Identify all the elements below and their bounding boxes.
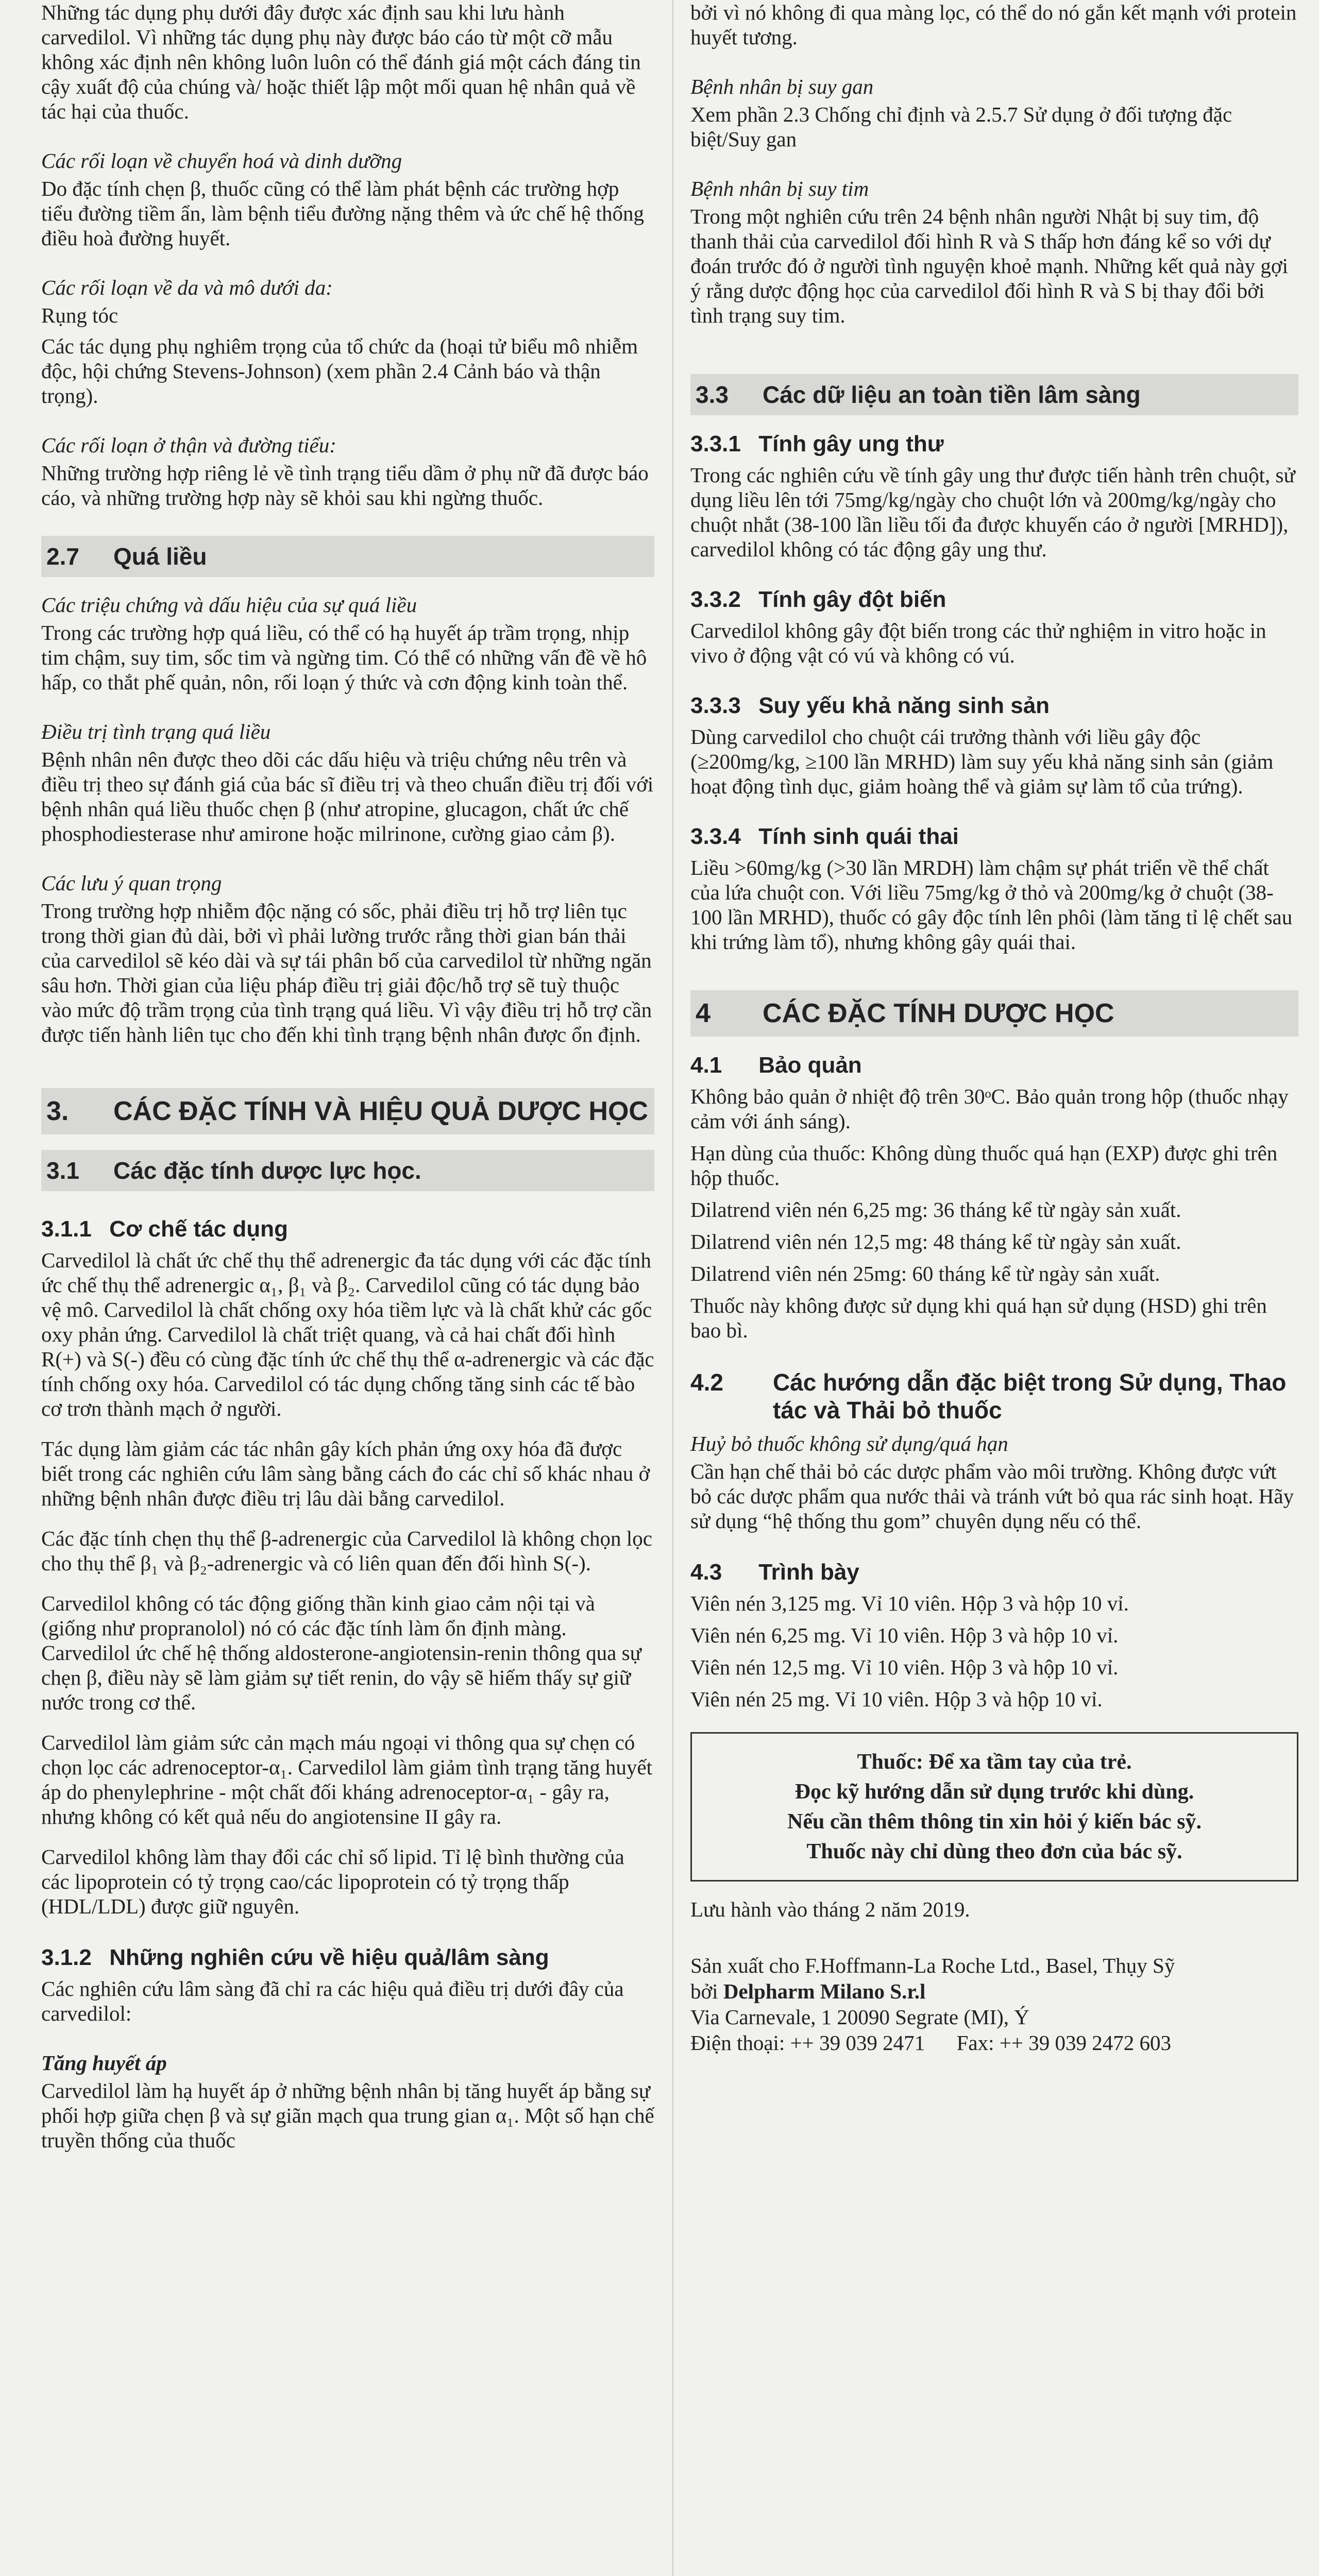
section-title: Các đặc tính dược lực học.	[113, 1157, 421, 1184]
shelf-life-25: Dilatrend viên nén 25mg: 60 tháng kể từ ngày sản xuất.	[690, 1262, 1160, 1285]
manufacturer-line-2	[690, 1978, 1298, 2004]
metabolism-heading: Các rối loạn về chuyển hoá và dinh dưỡng	[41, 149, 402, 173]
mechanism-paragraph-2: Tác dụng làm giảm các tác nhân gây kích phản ứng oxy hóa đã được biết trong các nghiên cứu lâm sàng bằng cách đo các chỉ số khác nhau ở những bệnh nhân được điều trị lâu dài bằng carvedilol.	[41, 1437, 650, 1510]
disposal-heading: Huỷ bỏ thuốc không sử dụng/quá hạn	[690, 1432, 1008, 1455]
continuation-paragraph: bởi vì nó không đi qua màng lọc, có thể do nó gắn kết mạnh với protein huyết tương.	[690, 1, 1297, 49]
warning-line-3: Nếu cần thêm thông tin xin hỏi ý kiến bác sỹ.	[787, 1810, 1202, 1834]
section-3-1-2-heading	[41, 1944, 654, 1971]
section-3-3-1-heading	[690, 431, 1298, 457]
overdose-symptoms-paragraph: Trong các trường hợp quá liều, có thể có hạ huyết áp trầm trọng, nhịp tim chậm, suy tim, sốc tim và ngừng tim. Có thể có những vấn đề về hô hấp, co thắt phế quản, nôn, rối loạn ý thức và cơn động kinh toàn thể.	[41, 621, 647, 694]
section-title: Tính sinh quái thai	[758, 824, 959, 849]
hypertension-paragraph: Carvedilol làm hạ huyết áp ở những bệnh nhân bị tăng huyết áp bằng sự phối hợp giữa chẹn β và sự giãn mạch qua trung gian α₁. Một số hạn chế truyền thống của thuốc	[41, 2079, 654, 2152]
storage-paragraph-1: Không bảo quản ở nhiệt độ trên 30ᵒC. Bảo quản trong hộp (thuốc nhạy cảm với ánh sáng).	[690, 1084, 1289, 1133]
section-2-7-heading	[41, 536, 654, 577]
section-number: 3.	[46, 1096, 69, 1126]
section-number: 3.3.1	[690, 431, 741, 456]
liver-heading: Bệnh nhân bị suy gan	[690, 75, 874, 98]
section-3-3-4-heading	[690, 823, 1298, 850]
pack-6-25: Viên nén 6,25 mg. Vỉ 10 viên. Hộp 3 và hộp 10 vỉ.	[690, 1623, 1119, 1647]
clinical-paragraph: Các nghiên cứu lâm sàng đã chỉ ra các hiệu quả điều trị dưới đây của carvedilol:	[41, 1977, 624, 2025]
skin-heading: Các rối loạn về da và mô dưới da:	[41, 276, 333, 299]
section-title: CÁC ĐẶC TÍNH DƯỢC HỌC	[763, 998, 1114, 1028]
section-title: Trình bày	[758, 1560, 859, 1585]
section-number: 4	[696, 998, 711, 1028]
left-column	[41, 0, 654, 2576]
heart-failure-paragraph: Trong một nghiên cứu trên 24 bệnh nhân người Nhật bị suy tim, độ thanh thải của carvedilol đối hình R và S thấp hơn đáng kể so với dự đoán trước đó ở người tình nguyện khoẻ mạnh. Những kết quả này gợi ý rằng dược động học của carvedilol đối hình R và S bị thay đổi bởi tình trạng suy tim.	[690, 205, 1288, 327]
section-title: Quá liều	[113, 543, 207, 570]
fertility-paragraph: Dùng carvedilol cho chuột cái trưởng thành với liều gây độc (≥200mg/kg, ≥100 lần MRHD) làm suy yếu khả năng sinh sản (giảm hoạt động tình dục, giảm hoàng thể và giảm sự làm tổ của trứng).	[690, 725, 1274, 798]
storage-paragraph-3: Thuốc này không được sử dụng khi quá hạn sử dụng (HSD) ghi trên bao bì.	[690, 1294, 1267, 1342]
kidney-heading: Các rối loạn ở thận và đường tiểu:	[41, 433, 336, 457]
heart-failure-heading: Bệnh nhân bị suy tim	[690, 177, 869, 200]
manufacturer-line-1: Sản xuất cho F.Hoffmann-La Roche Ltd., Basel, Thụy Sỹ	[690, 1954, 1175, 1977]
column-divider	[672, 0, 673, 2576]
mechanism-paragraph-3: Các đặc tính chẹn thụ thể β-adrenergic của Carvedilol là không chọn lọc cho thụ thể β₁ và β₂-adrenergic và có liên quan đến đối hình S(-).	[41, 1527, 652, 1575]
section-number: 3.1.2	[41, 1945, 92, 1970]
section-number: 3.1.1	[41, 1216, 92, 1242]
overdose-symptoms-heading: Các triệu chứng và dấu hiệu của sự quá liều	[41, 593, 417, 617]
manufacturer-address: Via Carnevale, 1 20090 Segrate (MI), Ý	[690, 2005, 1029, 2029]
warning-line-1: Thuốc: Để xa tầm tay của trẻ.	[857, 1750, 1132, 1774]
section-3-1-1-heading	[41, 1216, 654, 1243]
pack-25: Viên nén 25 mg. Vỉ 10 viên. Hộp 3 và hộp 10 vỉ.	[690, 1687, 1103, 1711]
section-title: Tính gây ung thư	[758, 431, 944, 456]
section-title: Suy yếu khả năng sinh sản	[758, 693, 1050, 718]
mechanism-paragraph-5: Carvedilol làm giảm sức cản mạch máu ngoại vi thông qua sự chẹn có chọn lọc các adrenoceptor-α₁. Carvedilol làm giảm tình trạng tăng huyết áp do phenylephrine - một chất đối kháng adrenoceptor-α₁ - gây ra, nhưng không có kết quả nếu do angiotensine II gây ra.	[41, 1731, 652, 1828]
overdose-treatment-heading: Điều trị tình trạng quá liều	[41, 720, 271, 743]
section-number: 4.2	[690, 1369, 723, 1396]
section-title: Cơ chế tác dụng	[109, 1216, 288, 1242]
section-3-heading	[41, 1088, 654, 1134]
pack-3-125: Viên nén 3,125 mg. Vỉ 10 viên. Hộp 3 và hộp 10 vỉ.	[690, 1591, 1129, 1615]
shelf-life-6-25: Dilatrend viên nén 6,25 mg: 36 tháng kể từ ngày sản xuất.	[690, 1198, 1181, 1222]
hypertension-heading: Tăng huyết áp	[41, 2051, 167, 2075]
warning-box	[690, 1732, 1298, 1882]
section-3-1-heading	[41, 1150, 654, 1191]
skin-paragraph-2: Các tác dụng phụ nghiêm trọng của tổ chức da (hoại tử biểu mô nhiễm độc, hội chứng Stevens-Johnson) (xem phần 2.4 Cảnh báo và thận trọng).	[41, 334, 638, 408]
skin-paragraph-1: Rụng tóc	[41, 303, 119, 327]
section-title: CÁC ĐẶC TÍNH VÀ HIỆU QUẢ DƯỢC HỌC	[113, 1096, 648, 1126]
section-4-2-heading	[690, 1368, 1298, 1424]
section-3-3-2-heading	[690, 586, 1298, 613]
mechanism-paragraph-6: Carvedilol không làm thay đổi các chỉ số lipid. Tỉ lệ bình thường của các lipoprotein có tỷ trọng cao/các lipoprotein có tỷ trọng thấp (HDL/LDL) được giữ nguyên.	[41, 1845, 624, 1918]
disposal-paragraph: Cần hạn chế thải bỏ các dược phẩm vào môi trường. Không được vứt bỏ các dược phẩm qua nước thải và tránh vứt bỏ qua rác sinh hoạt. Hãy sử dụng “hệ thống thu gom” chuyên dụng nếu có thể.	[690, 1460, 1294, 1533]
mechanism-paragraph-4: Carvedilol không có tác động giống thần kinh giao cảm nội tại và (giống như propranolol) nó có các đặc tính làm ổn định màng. Carvedilol ức chế hệ thống aldosterone-angiotensin-renin thông qua sự chẹn β, điều này sẽ làm giảm sự tiết renin, do vậy sẽ hiếm thấy sự giữ nước trong cơ thể.	[41, 1591, 641, 1714]
section-3-3-heading	[690, 374, 1298, 415]
metabolism-paragraph: Do đặc tính chẹn β, thuốc cũng có thể làm phát bệnh các trường hợp tiểu đường tiềm ẩn, làm bệnh tiểu đường nặng thêm và ức chế hệ thống điều hoà đường huyết.	[41, 177, 645, 250]
manufacturer-contact: Điện thoại: ++ 39 039 2471 Fax: ++ 39 039 2472 603	[690, 2031, 1171, 2055]
mutagenicity-paragraph: Carvedilol không gây đột biến trong các thử nghiệm in vitro hoặc in vivo ở động vật có vú và không có vú.	[690, 619, 1266, 667]
manufacturer-name: Delpharm Milano S.r.l	[723, 1979, 926, 2003]
section-number: 3.3.2	[690, 587, 741, 612]
section-title: Các dữ liệu an toàn tiền lâm sàng	[763, 381, 1141, 408]
storage-paragraph-2: Hạn dùng của thuốc: Không dùng thuốc quá hạn (EXP) được ghi trên hộp thuốc.	[690, 1141, 1278, 1190]
section-title: Những nghiên cứu về hiệu quả/lâm sàng	[109, 1945, 549, 1970]
shelf-life-12-5: Dilatrend viên nén 12,5 mg: 48 tháng kể từ ngày sản xuất.	[690, 1230, 1181, 1253]
section-title: Bảo quản	[758, 1053, 862, 1078]
section-4-3-heading	[690, 1559, 1298, 1586]
section-number: 4.1	[690, 1053, 722, 1078]
section-number: 3.3.4	[690, 824, 741, 849]
intro-paragraph: Những tác dụng phụ dưới đây được xác định sau khi lưu hành carvedilol. Vì những tác dụng phụ này được báo cáo từ một cỡ mẫu không xác định nên không luôn luôn có thể đánh giá một cách đáng tin cậy xuất độ của chúng và/ hoặc thiết lập một mối quan hệ nhân quả về tác hại của thuốc.	[41, 1, 641, 123]
mechanism-paragraph-1: Carvedilol là chất ức chế thụ thể adrenergic đa tác dụng với các đặc tính ức chế thụ thể adrenergic α₁, β₁ và β₂. Carvedilol cũng có tác dụng bảo vệ mô. Carvedilol là chất chống oxy hóa tiềm lực và là chất khử các gốc oxy phản ứng. Carvedilol là chất triệt quang, và cả hai chất đối hình R(+) và S(-) đều có cùng đặc tính ức chế thụ thể α-adrenergic và các đặc tính chống oxy hóa. Carvedilol có tác dụng chống tăng sinh các tế bào cơ trơn thành mạch ở người.	[41, 1248, 654, 1420]
manufacturer-block	[690, 1953, 1298, 2056]
overdose-notes-paragraph: Trong trường hợp nhiễm độc nặng có sốc, phải điều trị hỗ trợ liên tục trong thời gian đủ dài, bởi vì phải lường trước rằng thời gian bán thải của carvedilol sẽ kéo dài và sự tái phân bố của carvedilol từ những ngăn sâu hơn. Thời gian của liệu pháp điều trị giải độc/hỗ trợ sẽ tuỳ thuộc vào mức độ trầm trọng của tình trạng quá liều. Vì vậy điều trị hỗ trợ cần được tiến hành liên tục cho đến khi tình trạng bệnh nhân được ổn định.	[41, 899, 652, 1046]
section-number: 4.3	[690, 1560, 722, 1585]
section-number: 3.1	[46, 1157, 79, 1184]
kidney-paragraph: Những trường hợp riêng lẻ về tình trạng tiểu dầm ở phụ nữ đã được báo cáo, và những trường hợp này sẽ khỏi sau khi ngừng thuốc.	[41, 461, 649, 510]
section-title: Các hướng dẫn đặc biệt trong Sử dụng, Thao tác và Thải bỏ thuốc	[773, 1369, 1287, 1423]
right-column	[690, 0, 1298, 2576]
section-number: 3.3.3	[690, 693, 741, 718]
warning-line-2: Đọc kỹ hướng dẫn sử dụng trước khi dùng.	[794, 1780, 1194, 1804]
carcinogenicity-paragraph: Trong các nghiên cứu về tính gây ung thư được tiến hành trên chuột, sử dụng liều lên tới 75mg/kg/ngày cho chuột lớn và 200mg/kg/ngày cho chuột nhắt (38-100 lần liều tối đa được khuyến cáo ở người [MRHD]), carvedilol không có tác động gây ung thư.	[690, 463, 1295, 561]
section-number: 2.7	[46, 543, 79, 570]
circulation-date: Lưu hành vào tháng 2 năm 2019.	[690, 1897, 970, 1921]
section-title: Tính gây đột biến	[758, 587, 946, 612]
section-4-1-heading	[690, 1052, 1298, 1079]
section-4-heading	[690, 990, 1298, 1037]
overdose-treatment-paragraph: Bệnh nhân nên được theo dõi các dấu hiệu và triệu chứng nêu trên và điều trị theo sự đánh giá của bác sĩ điều trị và theo chuẩn điều trị đối với bệnh nhân quá liều thuốc chẹn β (như atropine, glucagon, chất ức chế phosphodiesterase như amirone hoặc milrinone, cường giao cảm β).	[41, 748, 654, 845]
warning-line-4: Thuốc này chỉ dùng theo đơn của bác sỹ.	[806, 1840, 1182, 1863]
teratogenicity-paragraph: Liều >60mg/kg (>30 lần MRDH) làm chậm sự phát triển về thể chất của lứa chuột con. Với liều 75mg/kg ở thỏ và 200mg/kg ở chuột (38-100 lần MRHD), thuốc có gây độc tính lên phôi (làm tăng tỉ lệ chết sau khi trứng làm tổ), nhưng không gây quái thai.	[690, 856, 1293, 954]
section-3-3-3-heading	[690, 692, 1298, 719]
section-number: 3.3	[696, 381, 729, 408]
pack-12-5: Viên nén 12,5 mg. Vỉ 10 viên. Hộp 3 và hộp 10 vỉ.	[690, 1655, 1119, 1679]
manufacturer-by: bởi	[690, 1979, 723, 2003]
overdose-notes-heading: Các lưu ý quan trọng	[41, 871, 222, 895]
liver-paragraph: Xem phần 2.3 Chống chỉ định và 2.5.7 Sử dụng ở đối tượng đặc biệt/Suy gan	[690, 103, 1232, 151]
